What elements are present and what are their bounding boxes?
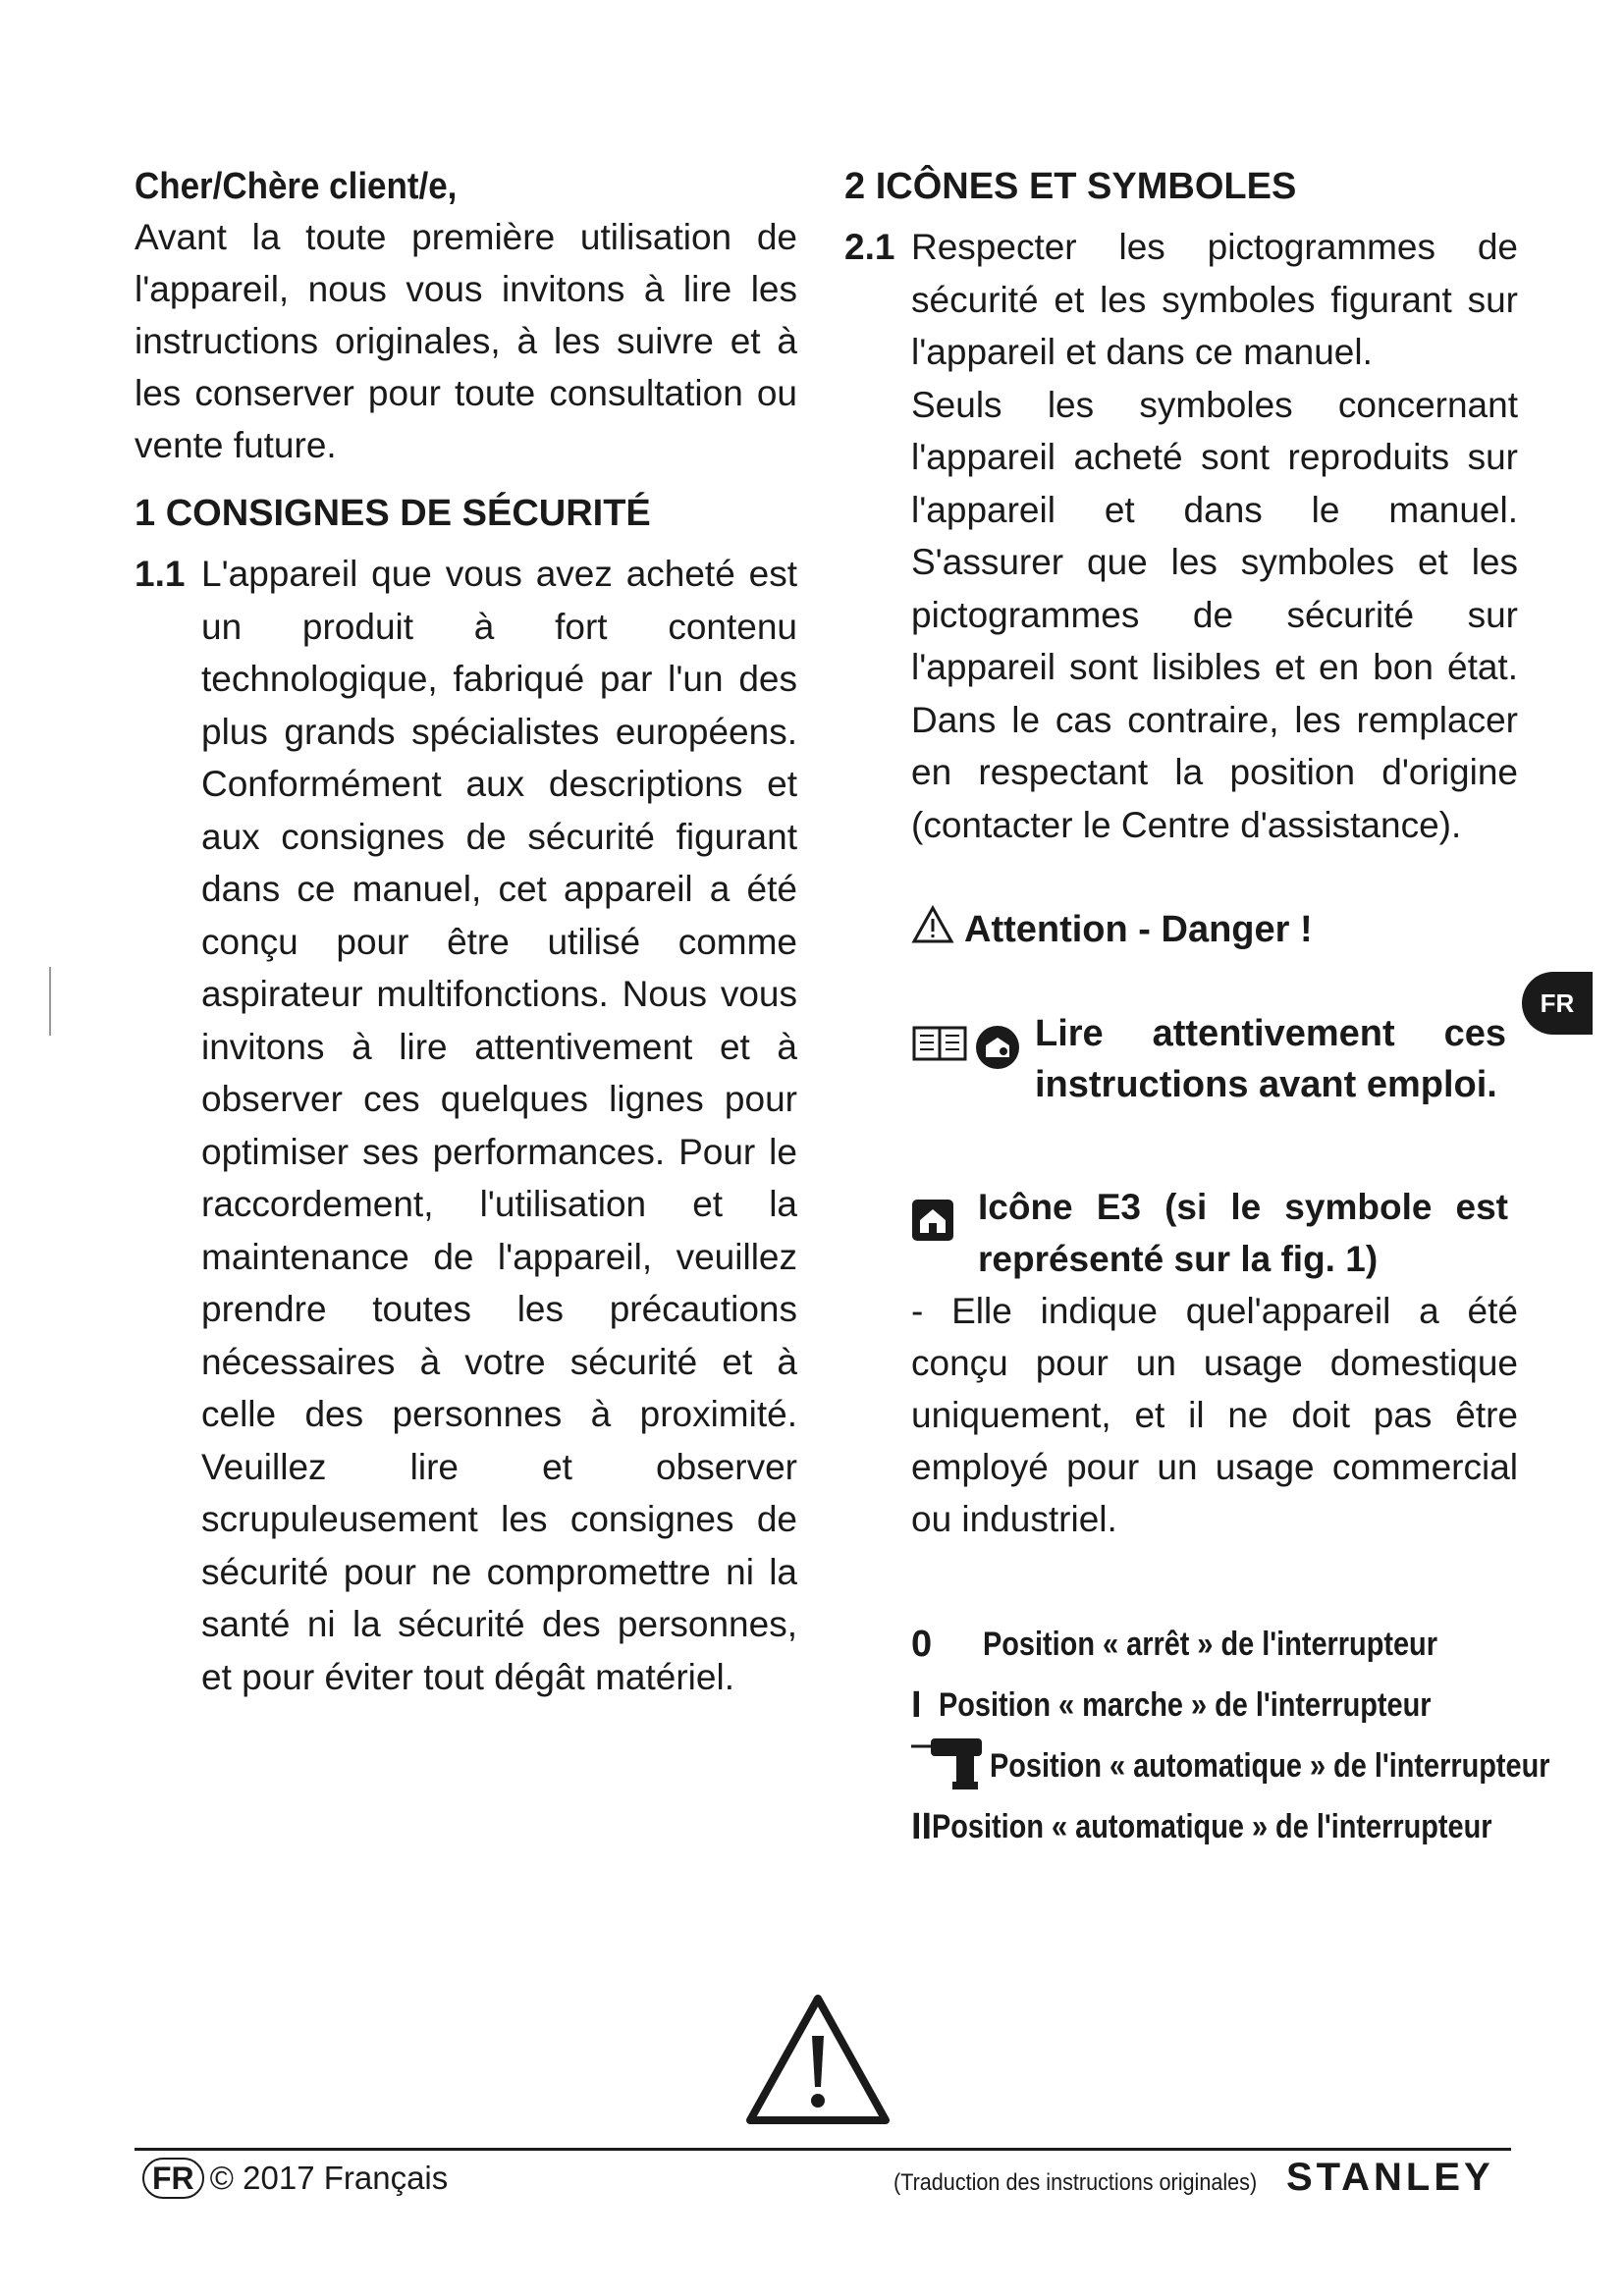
item-number: 2.1 (844, 227, 895, 267)
manual-book-icon (911, 1024, 968, 1076)
copyright-text: © 2017 Français (209, 2160, 449, 2196)
footer-language (142, 2158, 448, 2199)
switch-row (911, 1735, 1550, 1796)
item-text-part-1: Respecter les pictogrammes de sécurité et les symboles figurant sur l'appareil et dans ce manuel. (911, 227, 1518, 372)
switch-row (911, 1796, 1518, 1857)
brand-logo: STANLEY (1286, 2156, 1494, 2199)
language-side-tab: FR (1522, 972, 1593, 1035)
switch-label: Position « automatique » de l'interrupteur (990, 1746, 1550, 1785)
switch-symbol: II (911, 1805, 933, 1847)
item-text: L'appareil que vous avez acheté est un produit à fort contenu technologique, fabriqué par l'un des plus grands spécialistes européens. Conformément aux descriptions et aux consignes de sécurité figurant dans ce manuel, cet appareil a été conçu pour être utilisé comme aspirateur multifonctions. Nous vous invitons à lire attentivement et à observer ces quelques lignes pour optimiser ses performances. Pour le raccordement, l'utilisation et la maintenance de l'appareil, veuillez prendre toutes les précautions nécessaires à votre sécurité et à celle des personnes à proximité. Veuillez lire et observer scrupuleusement les consignes de sécurité pour ne compromettre ni la santé ni la sécurité des personnes, et pour éviter tout dégât matériel. (201, 554, 797, 1697)
switch-label: Position « arrêt » de l'interrupteur (983, 1625, 1438, 1663)
language-code-badge: FR (142, 2158, 204, 2199)
numbered-item-1-1 (135, 548, 797, 1703)
right-column (844, 162, 1550, 1857)
warning-triangle-icon (744, 1991, 892, 2133)
margin-mark (49, 967, 51, 1036)
warning-triangle-icon (911, 905, 954, 954)
switch-symbol: 0 (911, 1623, 933, 1665)
read-instructions-notice (911, 1008, 1518, 1110)
switch-row (911, 1675, 1518, 1735)
greeting: Cher/Chère client/e, (135, 166, 458, 207)
switch-label: Position « marche » de l'interrupteur (938, 1685, 1432, 1724)
danger-label: Attention - Danger ! (964, 908, 1313, 950)
footer-divider (135, 2148, 1511, 2151)
danger-warning (911, 905, 1518, 954)
power-tool-icon (911, 1733, 990, 1799)
read-instructions-text: Lire attentivement ces instructions avant emploi. (1035, 1013, 1506, 1105)
translation-note: (Traduction des instructions originales) (893, 2169, 1258, 2196)
section-heading-icons: 2 ICÔNES ET SYMBOLES (844, 166, 1297, 207)
switch-symbol: I (911, 1683, 922, 1726)
item-number: 1.1 (135, 554, 186, 594)
e3-icon-notice (911, 1181, 1518, 1545)
switch-position-list (911, 1614, 1550, 1857)
item-text-part-2: Seuls les symboles concernant l'appareil acheté sont reproduits sur l'appareil et dans le manuel. S'assurer que les symboles et les pictogrammes de sécurité sur l'appareil sont lisibles et en bon état. Dans le cas contraire, les remplacer en respectant la position d'origine (contacter le Centre d'assistance). (911, 384, 1518, 845)
left-column (135, 162, 797, 1703)
read-manual-icon (974, 1024, 1021, 1076)
numbered-item-2-1 (844, 221, 1518, 851)
switch-label: Position « automatique » de l'interrupteur (932, 1807, 1492, 1845)
e3-heading: Icône E3 (si le symbole est représenté sur la fig. 1) (978, 1187, 1508, 1279)
e3-description: - Elle indique quel'appareil a été conçu pour un usage domestique uniquement, et il ne doit pas être employé pour un usage commercial ou industriel. (911, 1291, 1518, 1539)
section-heading-safety: 1 CONSIGNES DE SÉCURITÉ (135, 493, 651, 534)
house-icon (911, 1199, 954, 1255)
switch-row (911, 1614, 1518, 1675)
intro-paragraph: Avant la toute première utilisation de l'appareil, nous vous invitons à lire les instructions originales, à les suivre et à les conserver pour toute consultation ou vente future. (135, 217, 797, 465)
